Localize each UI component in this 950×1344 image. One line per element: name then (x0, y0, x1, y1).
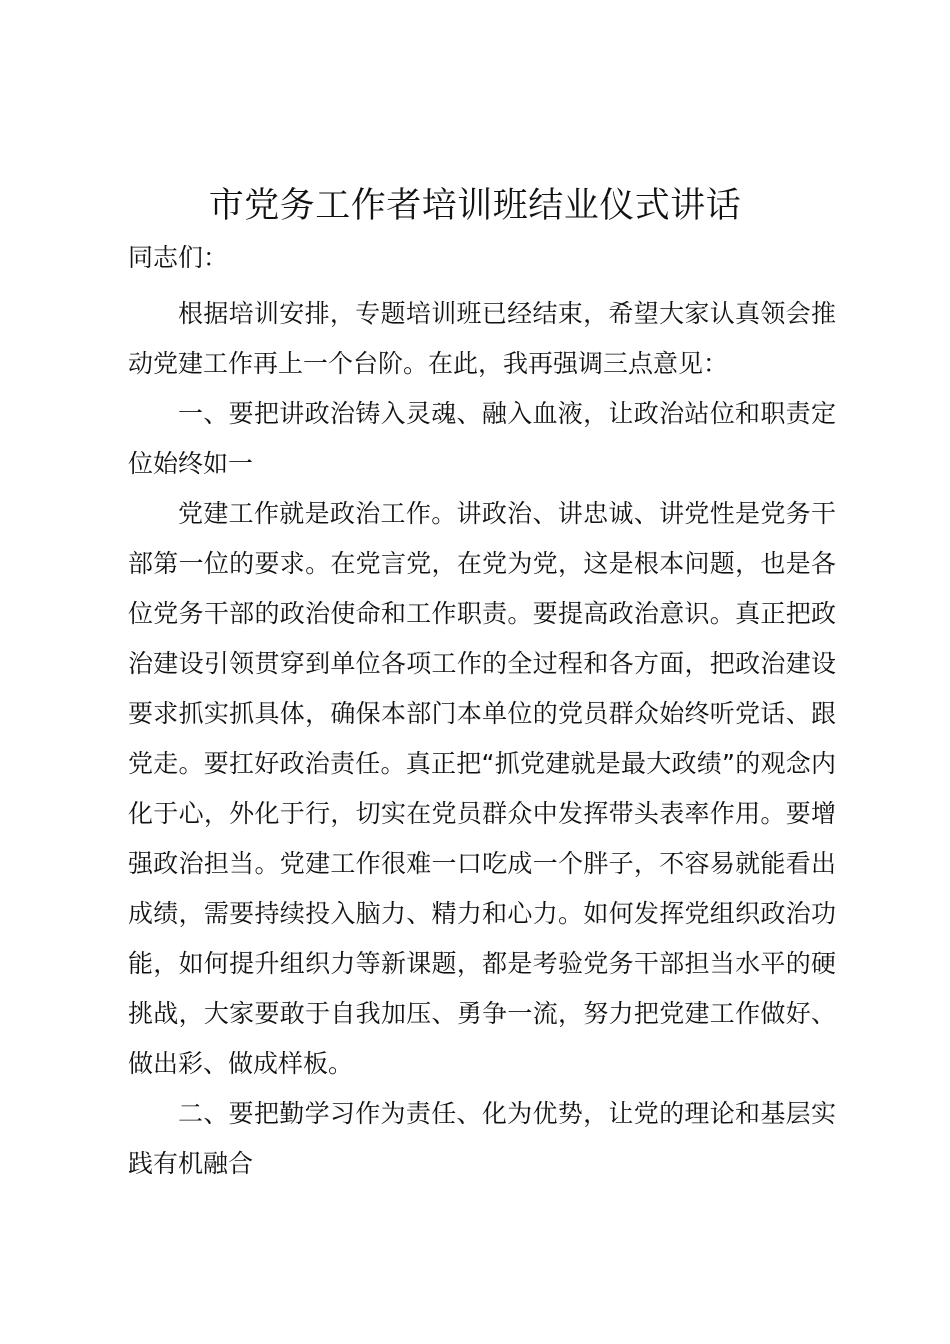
paragraph-intro: 根据培训安排，专题培训班已经结束，希望大家认真领会推动党建工作再上一个台阶。在此，我再强调三点意见： (128, 299, 836, 378)
heading-point-one: 一、要把讲政治铸入灵魂、融入血液，让政治站位和职责定位始终如一 (128, 399, 836, 478)
document-body (128, 233, 836, 1189)
heading-point-two: 二、要把勤学习作为责任、化为优势，让党的理论和基层实践有机融合 (128, 1099, 836, 1178)
salutation: 同志们： (128, 243, 229, 272)
paragraph-point-one-body: 党建工作就是政治工作。讲政治、讲忠诚、讲党性是党务干部第一位的要求。在党言党，在党为党，这是根本问题，也是各位党务干部的政治使命和工作职责。要提高政治意识。真正把政治建设引领贯穿到单位各项工作的全过程和各方面，把政治建设要求抓实抓具体，确保本部门本单位的党员群众始终听党话、跟党走。要扛好政治责任。真正把“抓党建就是最大政绩”的观念内化于心，外化于行，切实在党员群众中发挥带头表率作用。要增强政治担当。党建工作很难一口吃成一个胖子，不容易就能看出成绩，需要持续投入脑力、精力和心力。如何发挥党组织政治功能，如何提升组织力等新课题，都是考验党务干部担当水平的硬挑战，大家要敢于自我加压、勇争一流，努力把党建工作做好、做出彩、做成样板。 (128, 499, 836, 1078)
document-title: 市党务工作者培训班结业仪式讲话 (208, 186, 742, 226)
